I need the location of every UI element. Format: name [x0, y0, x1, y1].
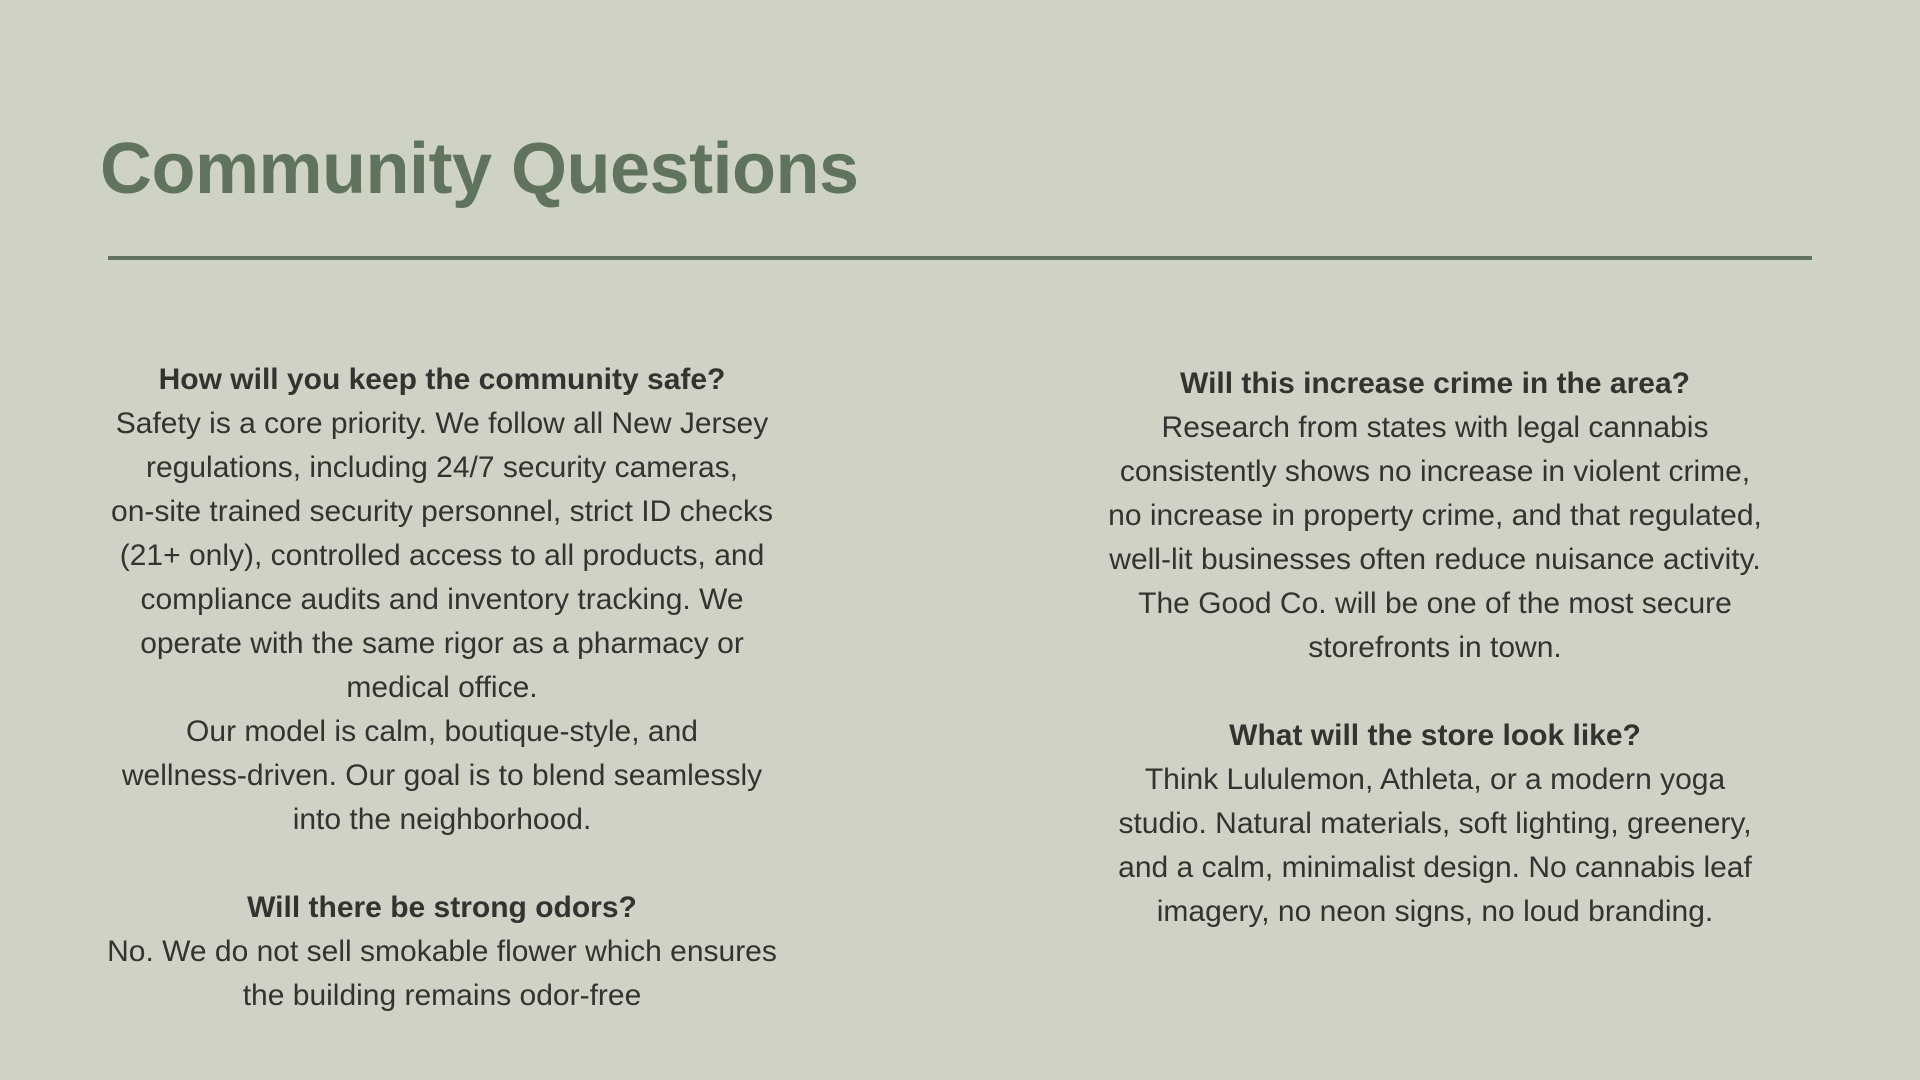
answer-line: operate with the same rigor as a pharmacy or — [140, 627, 744, 660]
answer-line: consistently shows no increase in violent crime, — [1119, 455, 1751, 488]
answer-line: imagery, no neon signs, no loud branding. — [1156, 895, 1714, 928]
answer-line: No. We do not sell smokable flower which ensures — [107, 935, 777, 968]
right-column — [1025, 362, 1845, 978]
faq-item — [32, 358, 852, 842]
faq-item — [1025, 714, 1845, 934]
page-title: Community Questions — [100, 129, 859, 209]
faq-answer — [32, 402, 852, 842]
faq-question: How will you keep the community safe? — [158, 363, 726, 396]
answer-line: Our model is calm, boutique-style, and — [186, 715, 698, 748]
answer-line: regulations, including 24/7 security cameras, — [146, 451, 738, 484]
answer-line: well-lit businesses often reduce nuisance activity. — [1109, 543, 1761, 576]
answer-line: the building remains odor-free — [242, 979, 642, 1012]
answer-line: and a calm, minimalist design. No cannabis leaf — [1118, 851, 1752, 884]
answer-line: storefronts in town. — [1308, 631, 1562, 664]
answer-line: wellness-driven. Our goal is to blend seamlessly — [121, 759, 763, 792]
answer-line: compliance audits and inventory tracking. We — [140, 583, 744, 616]
faq-answer — [1025, 406, 1845, 670]
faq-question: What will the store look like? — [1229, 719, 1641, 752]
faq-item — [1025, 362, 1845, 670]
answer-line: on-site trained security personnel, strict ID checks — [111, 495, 773, 528]
faq-item — [32, 886, 852, 1018]
answer-line: Think Lululemon, Athleta, or a modern yoga — [1144, 763, 1726, 796]
left-column — [32, 358, 852, 1062]
answer-line: (21+ only), controlled access to all products, and — [119, 539, 765, 572]
answer-line: Research from states with legal cannabis — [1161, 411, 1709, 444]
faq-answer — [32, 930, 852, 1018]
answer-line: no increase in property crime, and that regulated, — [1108, 499, 1762, 532]
title-divider — [108, 256, 1812, 260]
answer-line: medical office. — [346, 671, 538, 704]
answer-line: The Good Co. will be one of the most secure — [1138, 587, 1732, 620]
faq-answer — [1025, 758, 1845, 934]
answer-line: into the neighborhood. — [292, 803, 592, 836]
faq-question: Will there be strong odors? — [247, 891, 637, 924]
faq-question: Will this increase crime in the area? — [1180, 367, 1690, 400]
answer-line: studio. Natural materials, soft lighting, greenery, — [1118, 807, 1752, 840]
answer-line: Safety is a core priority. We follow all New Jersey — [115, 407, 769, 440]
